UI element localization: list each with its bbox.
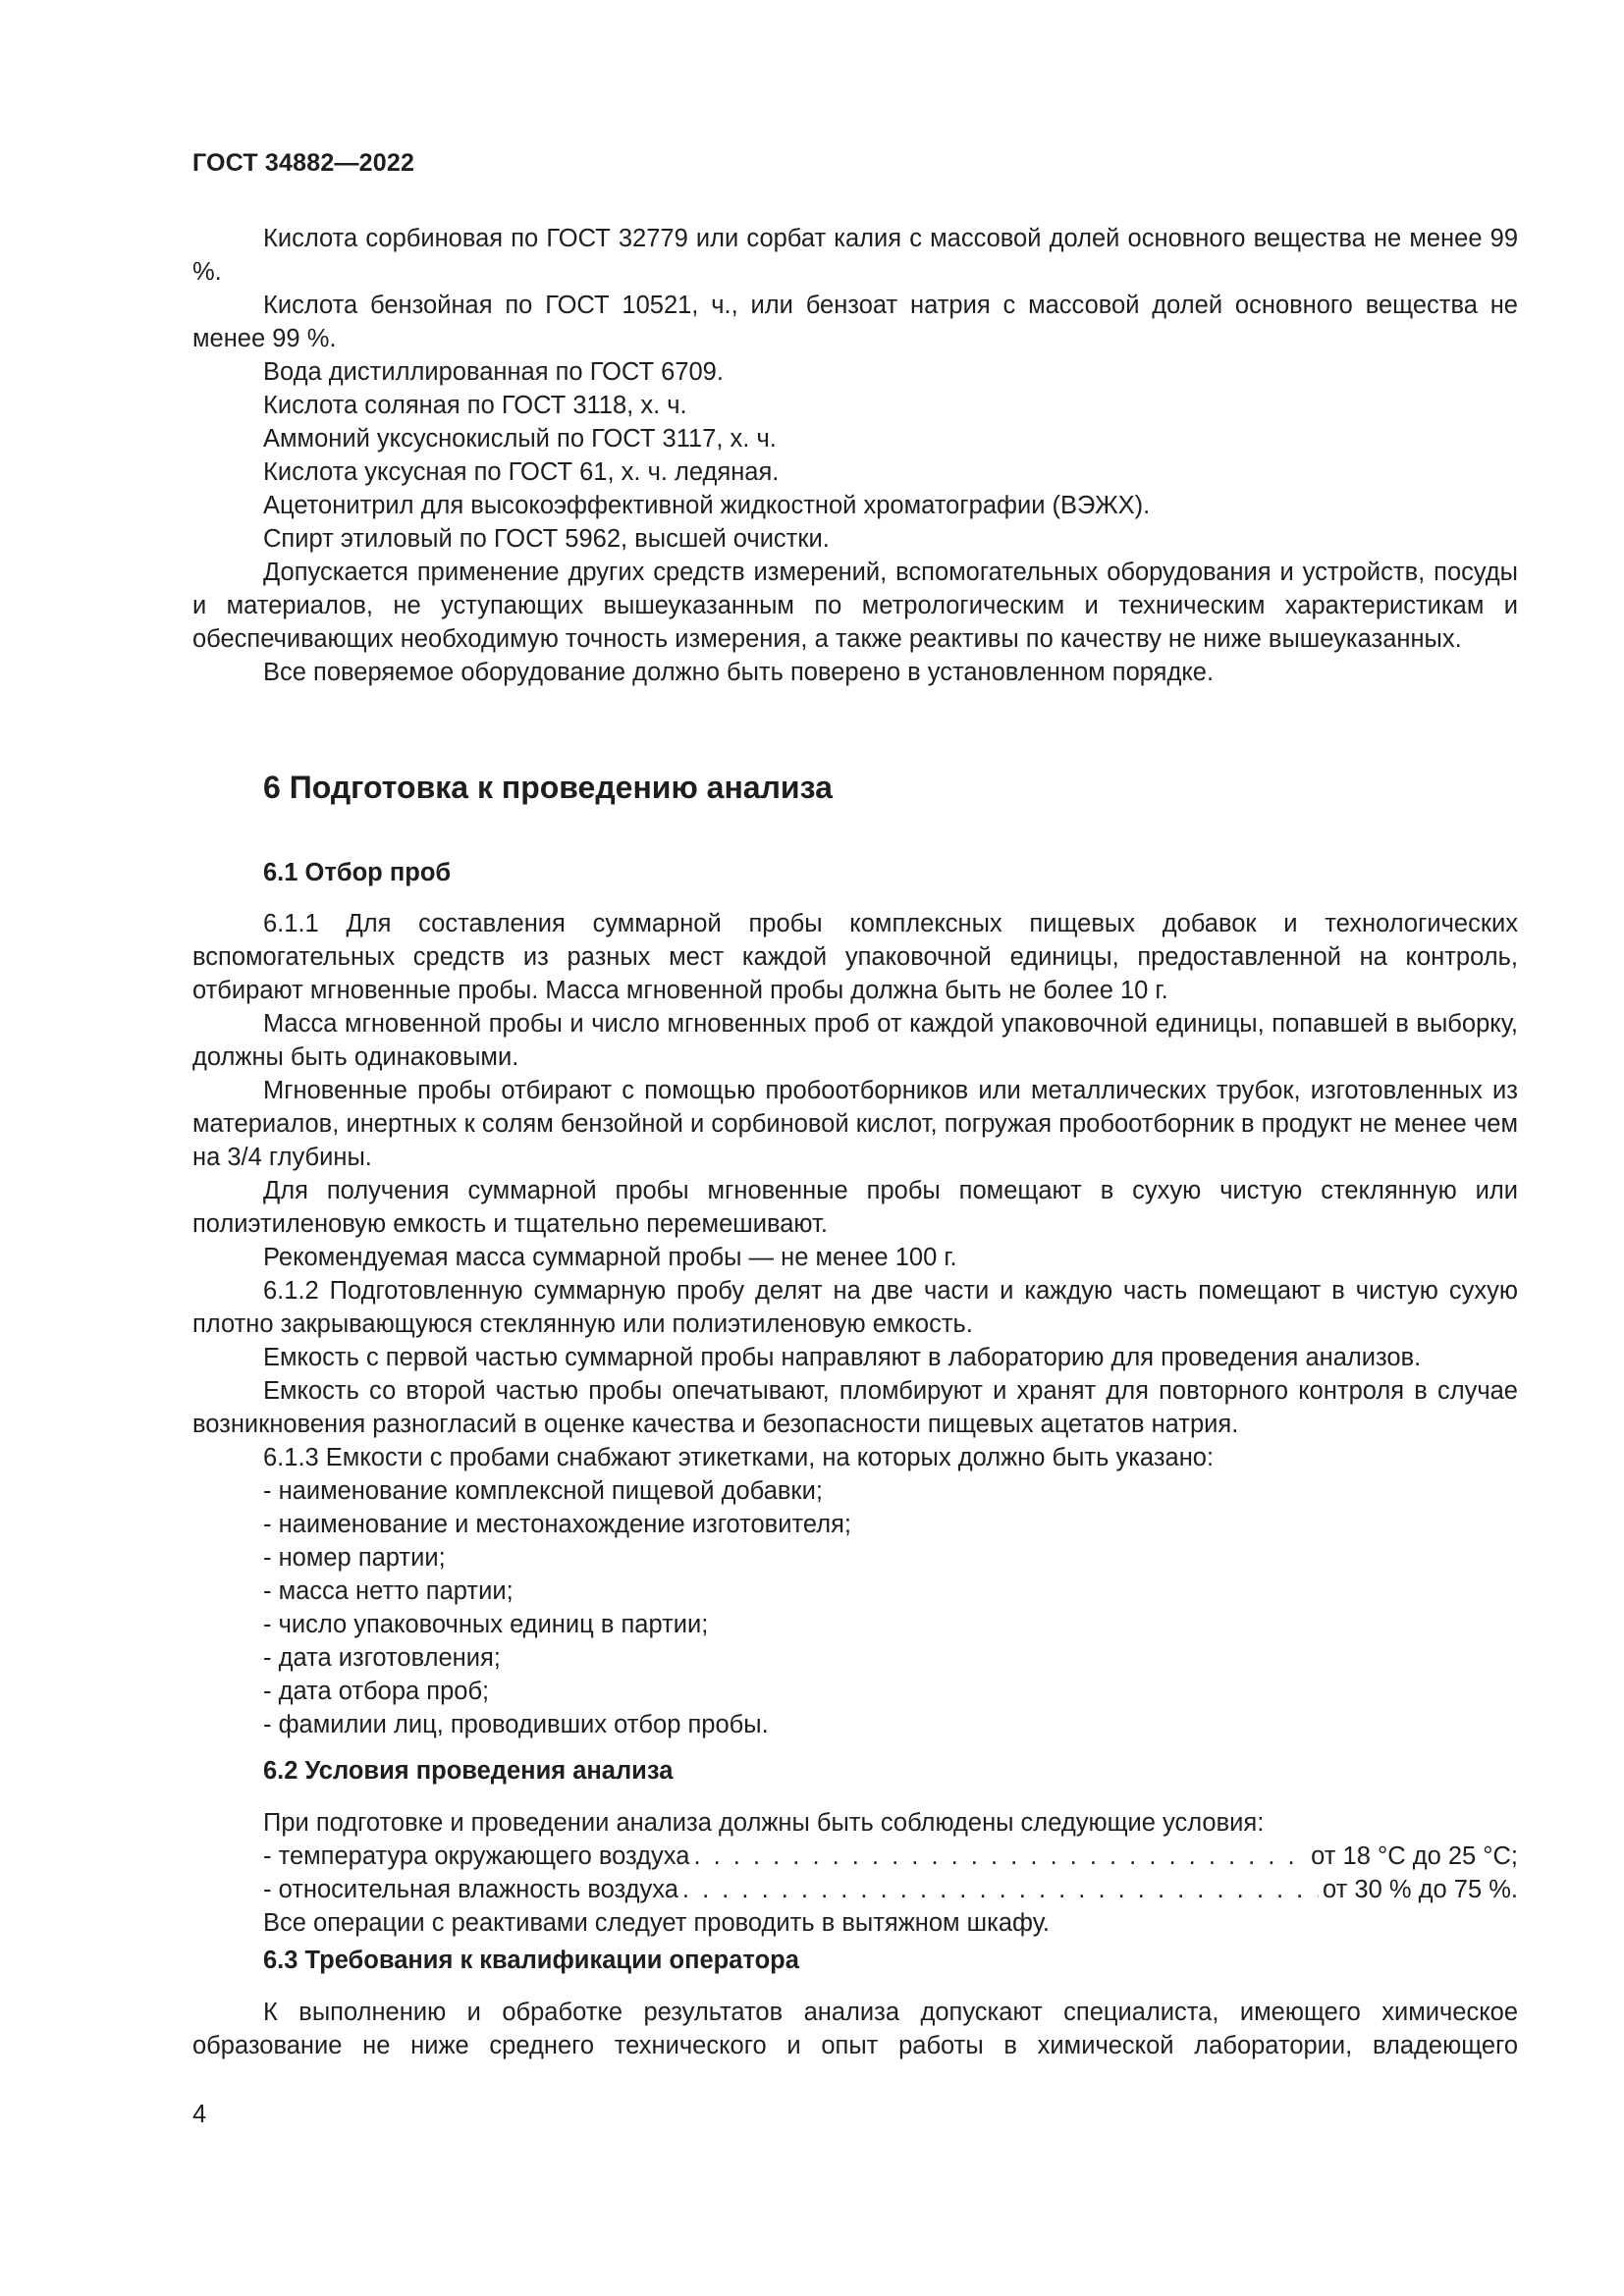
paragraph: 6.1.3 Емкости с пробами снабжают этикетками, на которых должно быть указано: bbox=[263, 1444, 1215, 1471]
list-item: - число упаковочных единиц в партии; bbox=[263, 1611, 709, 1638]
paragraph: 6.1.2 Подготовленную суммарную пробу делят на две части и каждую часть помещают в чистую сухую плотно закрывающуюся стеклянную или полиэтиленовую емкость. bbox=[192, 1277, 1518, 1338]
paragraph: Кислота соляная по ГОСТ 3118, х. ч. bbox=[263, 392, 687, 419]
condition-value: от 18 °С до 25 °С; bbox=[1311, 1842, 1518, 1870]
paragraph: Мгновенные пробы отбирают с помощью пробоотборников или металлических трубок, изготовленных из материалов, инертных к солям бензойной и сорбиновой кислот, погружая пробоотборник в продукт не менее чем на 3/4 глубины. bbox=[192, 1077, 1518, 1171]
paragraph: Для получения суммарной пробы мгновенные пробы помещают в сухую чистую стеклянную или полиэтиленовую емкость и тщательно перемешивают. bbox=[192, 1177, 1518, 1238]
paragraph: 6.1.1 Для составления суммарной пробы комплексных пищевых добавок и технологических вспомогательных средств из разных мест каждой упаковочной единицы, предоставленной на контроль, отбирают мгновенные пробы. Масса мгновенной пробы должна быть не более 10 г. bbox=[192, 910, 1518, 1004]
list-item: - наименование и местонахождение изготовителя; bbox=[263, 1511, 851, 1538]
paragraph: Ацетонитрил для высокоэффективной жидкостной хроматографии (ВЭЖХ). bbox=[263, 492, 1151, 519]
condition-humidity bbox=[192, 1873, 1518, 1906]
list-item: - номер партии; bbox=[263, 1544, 446, 1572]
list-item: - фамилии лиц, проводивших отбор пробы. bbox=[263, 1711, 769, 1738]
list-item: - наименование комплексной пищевой добавки; bbox=[263, 1477, 823, 1505]
section-6-title: 6 Подготовка к проведению анализа bbox=[263, 770, 833, 805]
section-6-1-title: 6.1 Отбор проб bbox=[263, 859, 452, 886]
list-item: - дата отбора проб; bbox=[263, 1678, 490, 1705]
standard-header: ГОСТ 34882—2022 bbox=[192, 149, 415, 177]
paragraph: Все операции с реактивами следует проводить в вытяжном шкафу. bbox=[263, 1909, 1050, 1937]
paragraph: Аммоний уксуснокислый по ГОСТ 3117, х. ч. bbox=[263, 425, 777, 453]
condition-label: - относительная влажность воздуха bbox=[263, 1876, 678, 1903]
paragraph: Все поверяемое оборудование должно быть поверено в установленном порядке. bbox=[263, 659, 1215, 686]
section-6-3-body bbox=[192, 1996, 1518, 2062]
paragraph: Вода дистиллированная по ГОСТ 6709. bbox=[263, 358, 724, 386]
paragraph: Кислота сорбиновая по ГОСТ 32779 или сорбат калия с массовой долей основного вещества не менее 99 %. bbox=[192, 225, 1518, 286]
paragraph: Емкость со второй частью пробы опечатывают, пломбируют и хранят для повторного контроля в случае возникновения разногласий в оценке качества и безопасности пищевых ацетатов натрия. bbox=[192, 1377, 1518, 1438]
condition-temperature bbox=[192, 1840, 1518, 1873]
paragraph: Кислота уксусная по ГОСТ 61, х. ч. ледяная. bbox=[263, 458, 780, 486]
page-number: 4 bbox=[192, 2101, 207, 2128]
paragraph: Допускается применение других средств измерений, вспомогательных оборудования и устройств, посуды и материалов, не уступающих вышеуказанным по метрологическим и техническим характеристикам и обеспечивающих необходимую точность измерения, а также реактивы по качеству не ниже вышеуказанных. bbox=[192, 559, 1518, 653]
list-item: - дата изготовления; bbox=[263, 1644, 501, 1672]
paragraph: Рекомендуемая масса суммарной пробы — не менее 100 г. bbox=[263, 1244, 957, 1271]
reagents-block bbox=[192, 222, 1518, 689]
paragraph: Масса мгновенной пробы и число мгновенных проб от каждой упаковочной единицы, попавшей в выборку, должны быть одинаковыми. bbox=[192, 1010, 1518, 1071]
section-6-2-title: 6.2 Условия проведения анализа bbox=[263, 1757, 674, 1785]
paragraph: Спирт этиловый по ГОСТ 5962, высшей очистки. bbox=[263, 525, 830, 553]
condition-value: от 30 % до 75 %. bbox=[1323, 1876, 1518, 1903]
paragraph: Емкость с первой частью суммарной пробы направляют в лабораторию для проведения анализов. bbox=[263, 1344, 1422, 1371]
list-item: - масса нетто партии; bbox=[263, 1577, 514, 1605]
section-6-2-body bbox=[192, 1806, 1518, 1940]
section-6-1-body bbox=[192, 907, 1518, 1741]
paragraph: Кислота бензойная по ГОСТ 10521, ч., или бензоат натрия с массовой долей основного вещества не менее 99 %. bbox=[192, 292, 1518, 352]
paragraph: При подготовке и проведении анализа должны быть соблюдены следующие условия: bbox=[263, 1809, 1265, 1837]
condition-label: - температура окружающего воздуха bbox=[263, 1842, 690, 1870]
dot-leader bbox=[693, 1840, 1307, 1873]
section-6-3-title: 6.3 Требования к квалификации оператора bbox=[263, 1947, 799, 1974]
paragraph: К выполнению и обработке результатов анализа допускают специалиста, имеющего химическое образование не ниже среднего технического и опыт работы в химической лаборатории, владеющего bbox=[192, 1999, 1518, 2059]
dot-leader bbox=[682, 1873, 1319, 1906]
